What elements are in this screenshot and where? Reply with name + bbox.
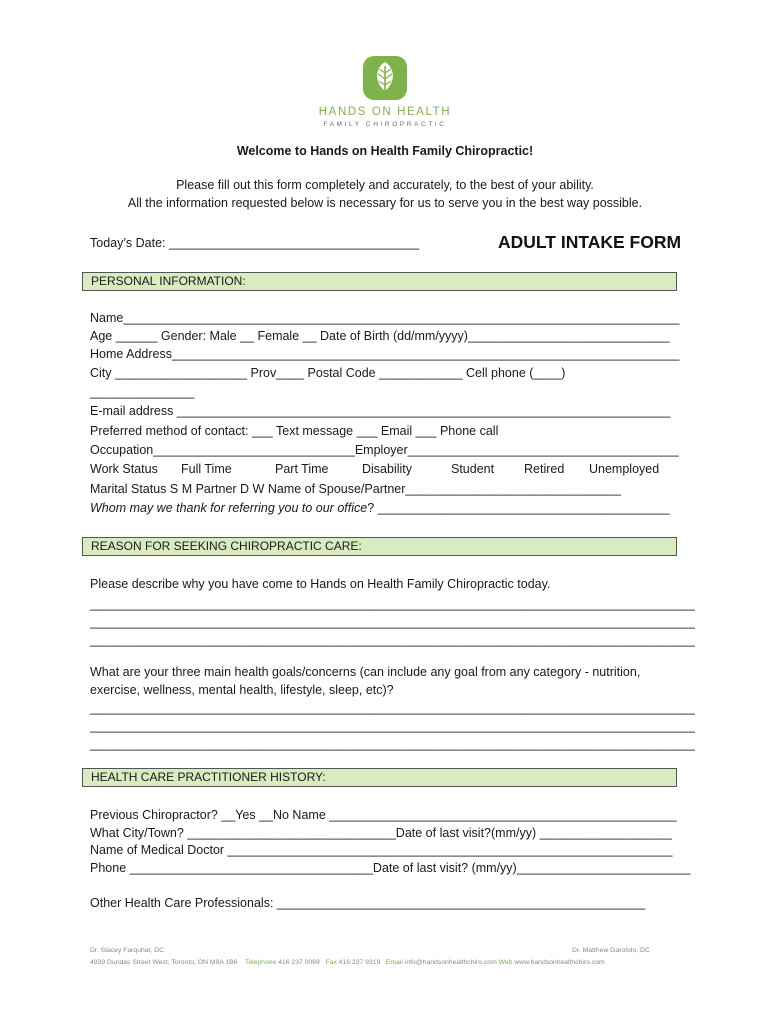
logo (0, 55, 770, 106)
intro-line-1: Please fill out this form completely and accurately, to the best of your ability. (176, 178, 594, 192)
section-reason-for-care: REASON FOR SEEKING CHIROPRACTIC CARE: (82, 537, 677, 556)
footer-fax-label: Fax (325, 959, 337, 966)
section-practitioner-history: HEALTH CARE PRACTITIONER HISTORY: (82, 768, 677, 787)
reason-answer-line[interactable]: _______________________________________________________________________________________ (90, 633, 695, 647)
reason-question: Please describe why you have come to Hands on Health Family Chiropractic today. (90, 577, 551, 591)
referral-blank: ? __________________________________________ (367, 501, 670, 515)
previous-chiropractor-field[interactable]: Previous Chiropractor? __Yes __No Name __________________________________________________ (90, 808, 677, 822)
footer-web: www.handsonhealthchiro.com (514, 959, 605, 966)
todays-date-field[interactable]: Today’s Date: ____________________________________ (90, 236, 420, 250)
city-prov-postal-field[interactable]: City ___________________ Prov____ Postal Code ____________ Cell phone (____) (90, 366, 566, 380)
referral-question: Whom may we thank for referring you to our office (90, 501, 368, 515)
cell-phone-continuation[interactable]: _______________ (90, 385, 195, 399)
work-status-option[interactable]: Retired (524, 462, 565, 476)
footer-email: info@handsonhealthchiro.com (404, 959, 497, 966)
goals-answer-line[interactable]: _______________________________________________________________________________________ (90, 719, 695, 733)
brand-subtitle: FAMILY CHIROPRACTIC (323, 121, 447, 128)
intro-line-2: All the information requested below is necessary for us to serve you in the best way possible. (127, 196, 643, 210)
age-gender-dob-field[interactable]: Age ______ Gender: Male __ Female __ Date of Birth (dd/mm/yyyy)_____________________________ (90, 329, 670, 343)
referral-field[interactable] (90, 500, 670, 517)
footer-fax: 416 237 9319 (338, 959, 381, 966)
brand-name: HANDS ON HEALTH (318, 106, 452, 118)
name-field[interactable]: Name________________________________________________________________________________ (90, 311, 680, 325)
city-last-visit-field[interactable]: What City/Town? ______________________________Date of last visit?(mm/yy) ___________________ (90, 826, 672, 840)
goals-question-line-2: exercise, wellness, mental health, lifestyle, sleep, etc)? (90, 683, 394, 697)
section-personal-information: PERSONAL INFORMATION: (82, 272, 677, 291)
home-address-field[interactable]: Home Address_________________________________________________________________________ (90, 347, 680, 361)
goals-question-line-1: What are your three main health goals/concerns (can include any goal from any category - nutrition, (90, 665, 641, 679)
footer-telephone-label: Telephone (244, 959, 277, 966)
goals-answer-line[interactable]: _______________________________________________________________________________________ (90, 701, 695, 715)
work-status-label: Work Status (90, 462, 158, 476)
reason-answer-line[interactable]: _______________________________________________________________________________________ (90, 597, 695, 611)
work-status-option[interactable]: Unemployed (589, 462, 660, 476)
medical-doctor-field[interactable]: Name of Medical Doctor ________________________________________________________________ (90, 843, 673, 857)
doctor-phone-last-visit-field[interactable]: Phone ___________________________________Date of last visit? (mm/yy)_________________________ (90, 861, 691, 875)
other-professionals-field[interactable]: Other Health Care Professionals: _____________________________________________________ (90, 896, 646, 910)
form-title: ADULT INTAKE FORM (498, 232, 682, 252)
work-status-option[interactable]: Disability (362, 462, 413, 476)
occupation-employer-field[interactable]: Occupation_____________________________Employer_______________________________________ (90, 443, 679, 457)
work-status-option[interactable]: Part Time (275, 462, 329, 476)
footer-doctor-2: Dr. Matthew Garofolo, DC (572, 947, 650, 954)
work-status-option[interactable]: Full Time (181, 462, 232, 476)
footer-doctor-1: Dr. Stacey Farquhar, DC (90, 947, 165, 954)
welcome-heading: Welcome to Hands on Health Family Chiropractic! (236, 144, 534, 158)
leaf-logo-icon (362, 55, 408, 101)
contact-method-field[interactable]: Preferred method of contact: ___ Text message ___ Email ___ Phone call (90, 424, 499, 438)
footer-web-label: Web (498, 959, 513, 966)
marital-status-field[interactable]: Marital Status S M Partner D W Name of Spouse/Partner_______________________________ (90, 482, 621, 496)
email-field[interactable]: E-mail address _______________________________________________________________________ (90, 404, 671, 418)
reason-answer-line[interactable]: _______________________________________________________________________________________ (90, 615, 695, 629)
footer-email-label: Email (385, 959, 403, 966)
footer-contact-line (90, 959, 605, 966)
goals-answer-line[interactable]: _______________________________________________________________________________________ (90, 737, 695, 751)
footer-address: 4939 Dundas Street West, Toronto, ON M9A 1B6 (90, 959, 238, 966)
work-status-option[interactable]: Student (451, 462, 495, 476)
footer-telephone: 416 237 0069 (278, 959, 320, 966)
